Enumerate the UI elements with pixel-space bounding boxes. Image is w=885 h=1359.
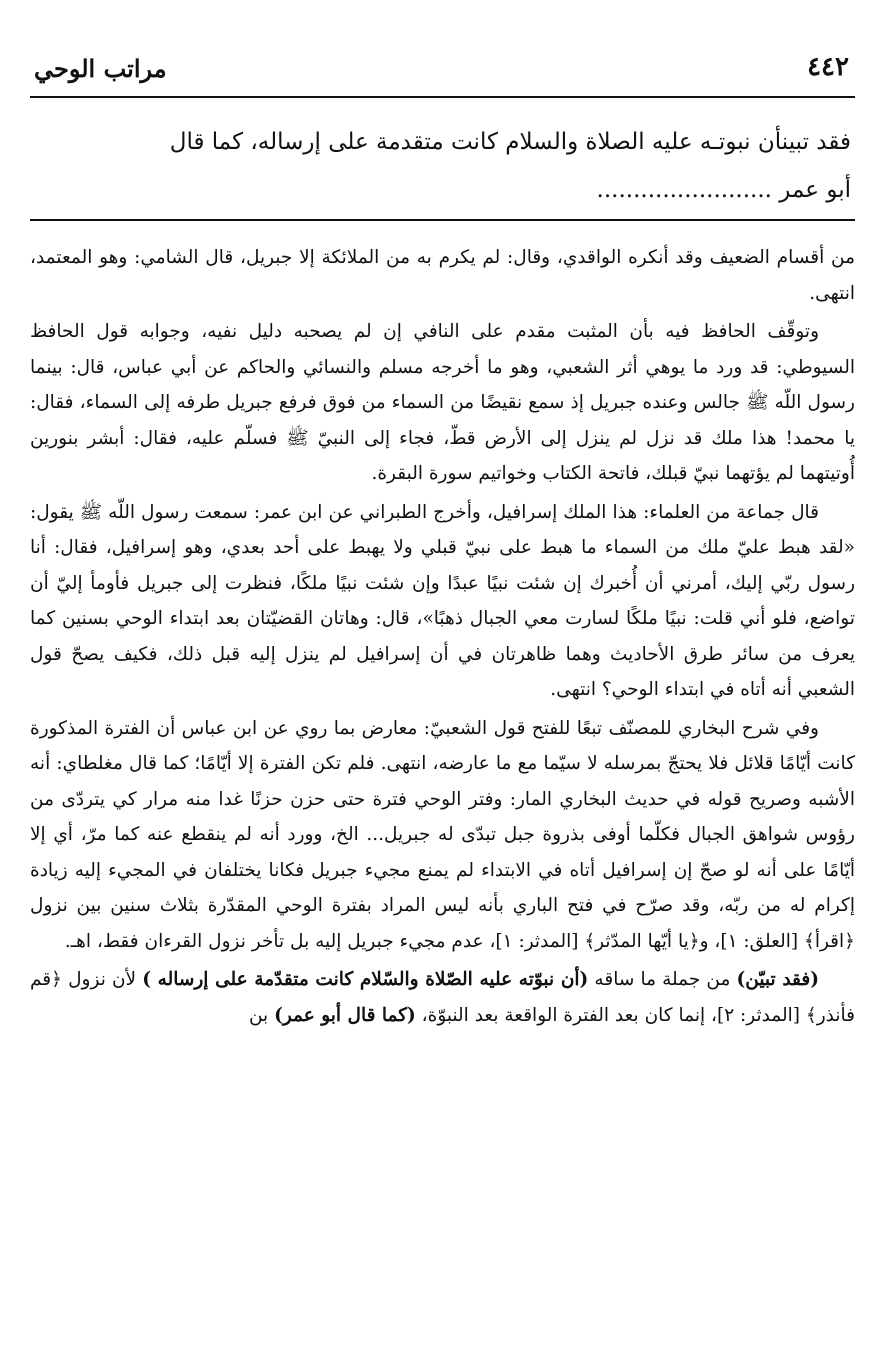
page-header bbox=[30, 48, 855, 92]
running-title: مراتب الوحي bbox=[34, 54, 167, 83]
main-text-divider bbox=[30, 219, 855, 221]
main-text-line-2: أبو عمر ........................ bbox=[596, 177, 851, 203]
header-divider bbox=[30, 96, 855, 98]
commentary-paragraph-4: وفي شرح البخاري للمصنّف تبعًا للفتح قول الشعبيّ: معارض بما روي عن ابن عباس أن الفترة المذكورة كانت أيّامًا قلائل فلا يحتجّ بمرسله لا سيّما مع ما عارضه، انتهى. فلم تكن الفترة إلا أيّامًا؛ كما قال مغلطاي: أنه الأشبه وصريح قوله في حديث البخاري المار: وفتر الوحي فترة حتى حزن حزنًا غدا منه مرار كي يتردّى من رؤوس شواهق الجبال فكلّما أوفى بذروة جبل تبدّى له جبريل... الخ، وورد أنه لم ينقطع عنه كما مرّ، أي إلا أيّامًا على أنه لو صحّ إن إسرافيل أتاه في الابتداء لم يمنع مجيء جبريل فكانا يختلفان في المجيء إليه زيادة إكرام له من ربّه، وقد صرّح في فتح الباري بأنه ليس المراد بفترة الوحي المقدّرة بثلاث سنين بين نزول ﴿اقرأ﴾ [العلق: ١]، و﴿يا أيّها المدّثر﴾ [المدثر: ١]، عدم مجيء جبريل إليه بل تأخر نزول القرءان فقط، اهـ. bbox=[30, 717, 855, 952]
quoted-matn-3: (كما قال أبو عمر) bbox=[274, 1004, 416, 1026]
commentary-paragraph-5 bbox=[30, 962, 855, 1033]
main-text-block bbox=[34, 118, 851, 214]
commentary-text-3: بن bbox=[248, 1004, 275, 1026]
commentary-paragraph-3: قال جماعة من العلماء: هذا الملك إسرافيل، وأخرج الطبراني عن ابن عمر: سمعت رسول اللّه ﷺ يقول: «لقد هبط عليّ ملك من السماء ما هبط على نبيّ قبلي ولا يهبط على أحد بعدي، وهو إسرافيل، فقال: أنا رسول ربّي إليك، أمرني أن أُخبرك إن شئت نبيًا عبدًا وإن شئت نبيًا ملكًا، فنظرت إلى جبريل فأومأ إليّ أن تواضع، فلو أني قلت: نبيًا ملكًا لسارت معي الجبال ذهبًا»، قال: وهاتان القضيّتان بعد ابتداء الوحي بسنين كما يعرف من سائر طرق الأحاديث وهما ظاهرتان في أن إسرافيل لم ينزل إليه قبل ذلك، فكيف يصحّ قول الشعبي أنه أتاه في ابتداء الوحي؟ انتهى. bbox=[30, 501, 855, 700]
main-text-line-1: فقد تبينأن نبوتـه عليه الصلاة والسلام كانت متقدمة على إرساله، كما قال bbox=[169, 129, 851, 155]
commentary-paragraph-1: من أقسام الضعيف وقد أنكره الواقدي، وقال: لم يكرم به من الملائكة إلا جبريل، قال الشامي: وهو المعتمد، انتهى. bbox=[30, 247, 855, 304]
quoted-matn-1: (فقد تبيّن) bbox=[736, 969, 819, 990]
commentary-paragraph-2: وتوقّف الحافظ فيه بأن المثبت مقدم على النافي إن لم يصحبه دليل نفيه، وجوابه قول الحافظ السيوطي: قد ورد ما يوهي أثر الشعبي، وهو ما أخرجه مسلم والنسائي والحاكم عن أبي عباس، قال: بينما رسول اللّه ﷺ جالس وعنده جبريل إذ سمع نقيضًا من السماء من فوق فرفع جبريل طرفه إلى السماء، فقال: يا محمد! هذا ملك قد نزل لم ينزل إلى الأرض قطّ، فجاء إلى النبيّ ﷺ فسلّم عليه، فقال: أبشر بنورين أُوتيتهما لم يؤتهما نبيّ قبلك، فاتحة الكتاب وخواتيم سورة البقرة. bbox=[30, 321, 855, 484]
quoted-matn-2: (أن نبوّته عليه الصّلاة والسّلام كانت متقدّمة على إرساله ) bbox=[142, 969, 589, 990]
commentary-text-1: من جملة ما ساقه bbox=[588, 969, 737, 990]
commentary-text-2: لأن نزول ﴿قم فأنذر﴾ [المدثر: ٢]، إنما كان بعد الفترة الواقعة بعد النبوّة، bbox=[30, 969, 855, 1026]
commentary-block bbox=[30, 240, 855, 1033]
page-number: ٤٤٢ bbox=[807, 52, 849, 82]
